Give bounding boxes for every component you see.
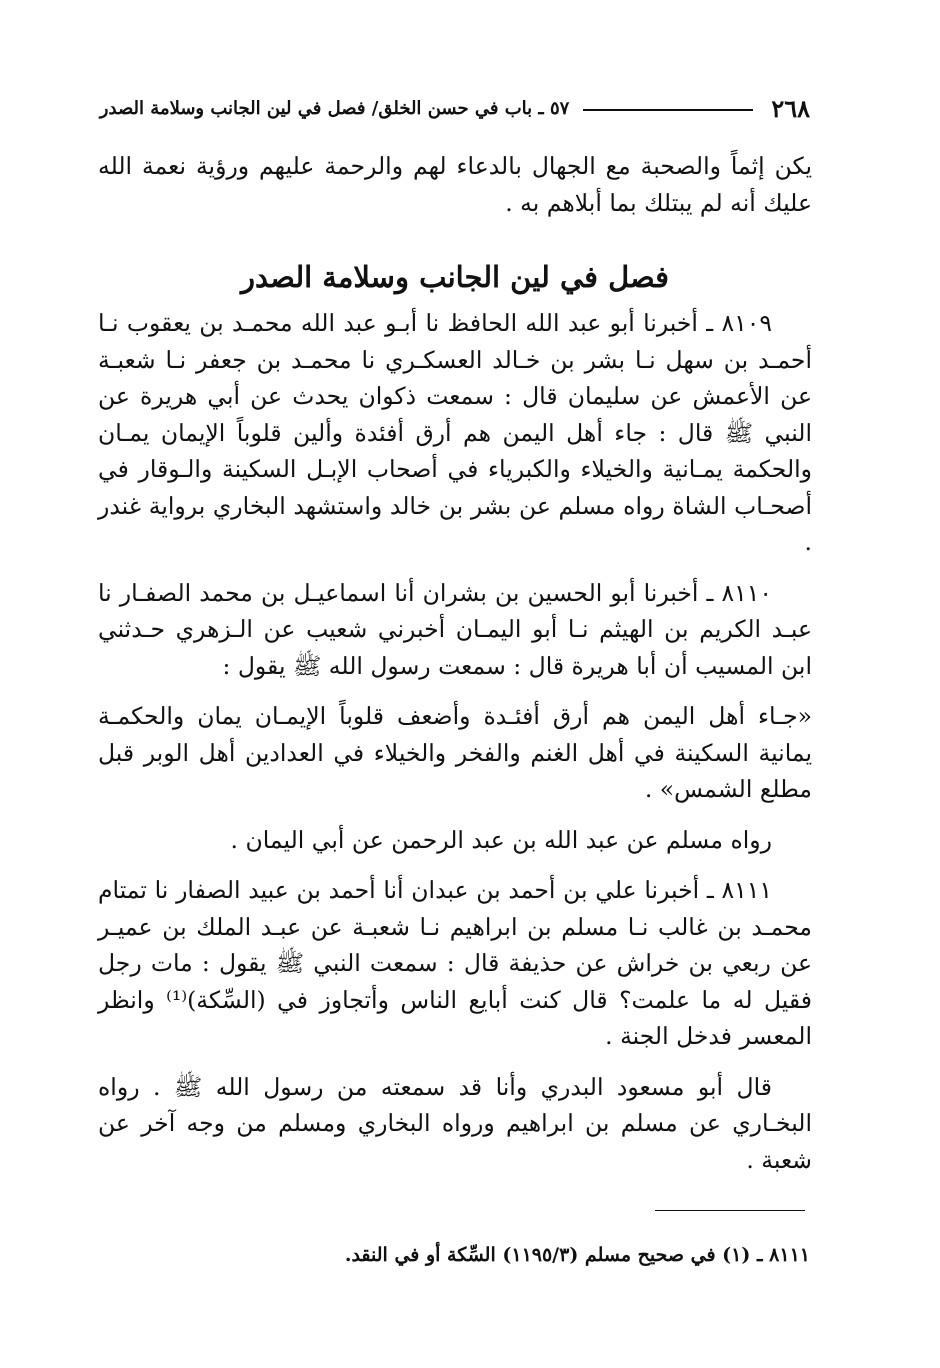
running-title: ٥٧ ـ باب في حسن الخلق/ فصل في لين الجانب وسلامة الصدر [99, 97, 570, 119]
hadith-8110-quote: «جـاء أهل اليمن هم أرق أفئـدة وأضعف قلوباً الإيمـان يمان والحكمـة يمانية السكينة في أهل الغنم والفخر والخيلاء في العدادين أهل الوبر قبل مطلع الشمس» . [98, 702, 812, 803]
header-rule [583, 109, 753, 111]
hadith-8111: ٨١١١ ـ أخبرنا علي بن أحمد بن عبدان أنا أحمد بن عبيد الصفار نا تمتام محمـد بن غالب نـا مسلم بن ابراهيم نـا شعبـة عن عبـد الملك بن عميـر عن ربعي بن خراش عن حذيفة قال : سمعت النبي ﷺ يقول : مات رجل فقيل له ما علمت؟ قال كنت أبايع الناس وأتجاوز في (السِّكة)⁽¹⁾ وانظر المعسر فدخل الجنة . [98, 876, 812, 1050]
hadith-8109: ٨١٠٩ ـ أخبرنا أبو عبد الله الحافظ نا أبـو عبد الله محمـد بن يعقوب نـا أحمـد بن سهل نـا بشر بن خـالد العسكـري نا محمـد بن جعفر نـا شعبـة عن الأعمش عن سليمان قال : سمعت ذكوان يحدث عن أبي هريرة عن النبي ﷺ قال : جاء أهل اليمن هم أرق أفئدة وألين قلوباً الإيمان يمـان والحكمة يمـانية والخيلاء والكبرياء في أصحاب الإبـل السكينة والـوقار في أصحـاب الشاة رواه مسلم عن بشر بن خالد واستشهد البخاري برواية غندر . [98, 309, 812, 556]
hadith-8110: ٨١١٠ ـ أخبرنا أبو الحسين بن بشران أنا اسماعيـل بن محمد الصفـار نا عبـد الكريم بن الهيثم نـا أبو اليمـان أخبرني شعيب عن الـزهري حـدثني ابن المسيب أن أبا هريرة قال : سمعت رسول الله ﷺ يقول : [98, 578, 812, 680]
footnote-rule [655, 1210, 805, 1211]
hadith-8110-narration: رواه مسلم عن عبد الله بن عبد الرحمن عن أبي اليمان . [230, 825, 772, 854]
page-number: ٢٦٨ [771, 93, 810, 123]
continuation-paragraph: يكن إثماً والصحبة مع الجهال بالدعاء لهم والرحمة عليهم ورؤية نعمة الله عليك أنه لم يبتلك بما أبلاهم به . [98, 152, 812, 217]
hadith-8111-narration: قال أبو مسعود البدري وأنا قد سمعته من رسول الله ﷺ . رواه البخـاري عن مسلم بن ابراهيم ورواه البخاري ومسلم من وجه آخر عن شعبة . [98, 1072, 812, 1174]
running-header [98, 92, 810, 124]
footnote: ٨١١١ ـ (١) في صحيح مسلم (١١٩٥/٣) السِّكة أو في النقد. [344, 1244, 810, 1266]
main-text [98, 148, 812, 1178]
section-heading: فصل في لين الجانب وسلامة الصدر [240, 260, 670, 294]
